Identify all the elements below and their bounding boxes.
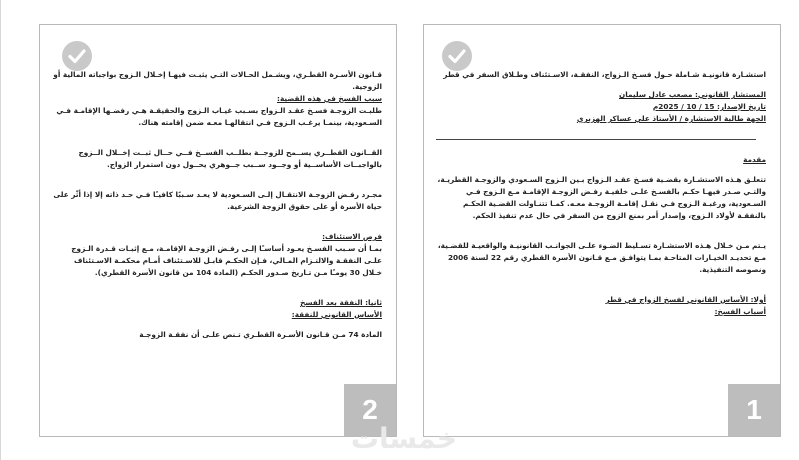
section-heading: الأساس القانوني للنفقة:	[291, 310, 382, 319]
section-heading: فرص الاستئناف:	[322, 232, 382, 241]
spacer	[436, 276, 766, 294]
paragraph: القــانون القطــري يســمح للزوجــة بطلــب الفســخ فــي حــال ثبــت إخــلال الــزوج بالواجبــات الأساســية أو وجــود ســبب جــوهري يحــول دون استمرار الزواج.	[78, 148, 382, 169]
spacer	[436, 166, 766, 174]
divider	[436, 139, 756, 140]
section-heading: تاريخ الإصدار: 15 / 10 / 2025م	[652, 102, 766, 111]
spacer	[436, 81, 766, 89]
section-heading: أسباب الفسخ:	[714, 307, 766, 316]
paragraph: بمـا أن سـبب الفسـخ يعـود أساسـًا إلـى رفـض الزوجـة الإقامـة، مـع إثبـات قـدرة الـزوج علـى النفقـة والالتـزام المـالي، فـإن الحكـم قابـل للاسـتئناف أمـام محكمـة الاسـتئناف خـلال 30 يومـًا مـن تـاريخ صـدور الحكـم (المادة 104 من قانون الأسرة القطري).	[71, 244, 382, 277]
spacer	[52, 321, 382, 329]
page-2-text	[52, 69, 382, 436]
page-number-badge: 1	[728, 384, 780, 436]
section-heading: الجهة طالبة الاستشارة / الأستاذ علي عساكر الهزبري	[576, 114, 766, 123]
paragraph: تتعلـق هـذه الاستشـارة بقضـية فسـخ عقـد الـزواج بـين الـزوج السـعودي والزوجـة القطريـة، والتـي صـدر فيهـا حكـم بالفسـخ علـى خلفيـة رفـض الزوجـة الإقامـة مـع الـزوج فـي السـعودية، ورغبـة الـزوج فـي نقـل إقامـة الزوجـة معـه. كمـا تتنـاولت القضـية الحكـم بالنفقـة لأولاد الـزوج، وإصدار أمر بمنع الزوج من السفر في حال عدم تنفيذ الحكم.	[437, 175, 766, 220]
spacer	[436, 222, 766, 240]
document-page-2[interactable]	[39, 24, 397, 437]
paragraph: المادة 74 مـن قـانون الأسـرة القطـري تـنص علـى أن نفقـة الزوجـة	[139, 330, 382, 339]
paragraph: مجـرد رفـض الزوجـة الانتقـال إلـى السـعودية لا يعـد سـببًا كافيـًا فـي حـد ذاته إلا إذا أثّر على حياة الأسرة أو على حقوق الزوجة الشرعية.	[53, 190, 382, 211]
section-heading: أولا: الأساس القانوني لفسخ الزواج في قطر	[605, 295, 766, 304]
document-page-1[interactable]	[423, 24, 781, 437]
section-heading: ثانيا: النفقة بعد الفسخ	[300, 298, 382, 307]
check-circle-icon	[442, 41, 472, 71]
paragraph: قـانون الأسـرة القطـري، ويشـمل الحـالات التـي يثبـت فيهـا إخـلال الـزوج بواجباته المالية أو الزوجية.	[53, 70, 382, 91]
paragraph: استشـارة قانونيـة شـاملة حـول فسـخ الـزواج، النفقـة، الاسـتئناف وطـلاق السفر في قطر	[443, 70, 766, 79]
spacer	[52, 213, 382, 231]
spacer	[52, 171, 382, 189]
spacer	[52, 279, 382, 297]
paragraph: يـتم مـن خـلال هـذه الاستشـارة تسـليط الضـوء علـى الجوانـب القانونيـة والواقعيـة للقضـية، مـع تحديـد الخيـارات المتاحـة بمـا يتوافـق مـع قـانون الأسرة القطري رقم 22 لسنة 2006 ونصوصه التنفيذية.	[437, 241, 766, 274]
section-heading: المستشار القانوني: مصعب عادل سليمان	[619, 90, 766, 99]
watermark-logo: خمسات	[350, 422, 457, 455]
check-circle-icon	[62, 41, 92, 71]
page-number-badge: 2	[344, 384, 396, 436]
spacer	[52, 129, 382, 147]
section-heading: سبب الفسخ في هذه القضية:	[277, 94, 382, 103]
page-1-text	[436, 69, 766, 436]
section-heading: مقدمة	[743, 155, 766, 164]
paragraph: طلبـت الزوجـة فسـخ عقـد الـزواج بسـبب غيـاب الـزوج والحقيقـة هـي رفضـها الإقامـة فـي السـعودية، بينمـا يرغـب الـزوج فـي انتقالهـا معـه ضمن إقامته هناك.	[56, 106, 382, 127]
